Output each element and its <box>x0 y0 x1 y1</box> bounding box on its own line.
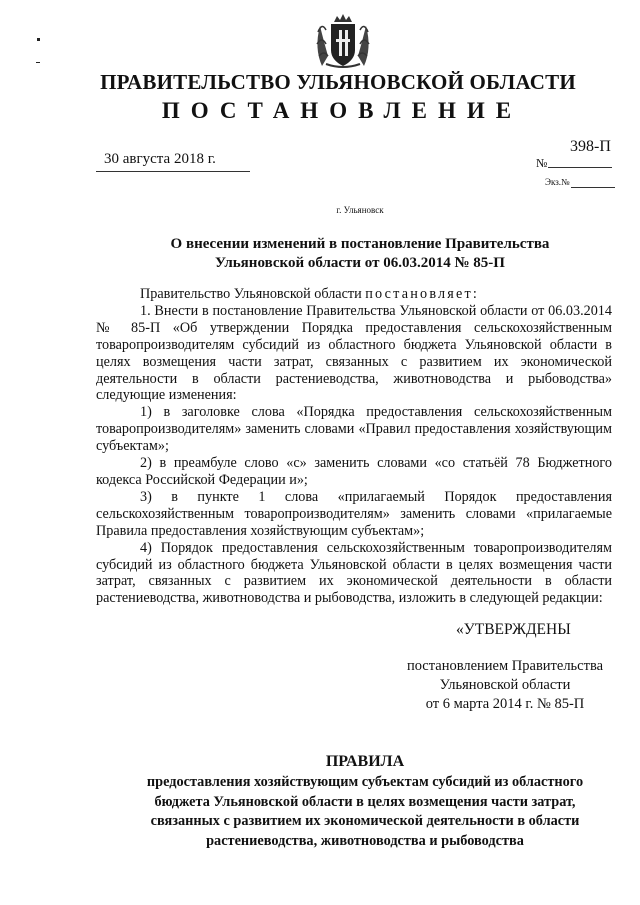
number-label: № <box>536 156 548 170</box>
paragraph-item-1: 1) в заголовке слова «Порядка предоставления сельскохозяйственным товаропроизводителям» заменить словами «Правил предоставления хозяйствующим субъектам»; <box>96 404 612 455</box>
rules-subtitle-line: связанных с развитием их экономической деятельности в области <box>150 813 580 830</box>
copy-number-label: Экз.№ <box>545 177 570 187</box>
document-title-line: О внесении изменений в постановление Правительства <box>170 236 550 252</box>
rules-subtitle-line: растениеводства, животноводства и рыбоводства <box>206 832 524 849</box>
approval-line: от 6 марта 2014 г. № 85-П <box>425 696 585 712</box>
coat-of-arms-icon <box>312 12 374 70</box>
rules-subtitle-line: бюджета Ульяновской области в целях возмещения части затрат, <box>154 793 576 810</box>
document-date: 30 августа 2018 г. <box>104 151 216 167</box>
approval-line: Ульяновской области <box>439 677 571 693</box>
paragraph-1: 1. Внести в постановление Правительства Ульяновской области от 06.03.2014 № 85-П «Об утверждении Порядка предоставления сельскохозяйственным товаропроизводителям субсидий из областного бюджета Ульяновской области в целях возмещения части затрат, связанных с развитием их экономической деятельности в области растениеводства, животноводства и рыбоводства» следующие изменения: <box>96 302 612 404</box>
approval-block <box>400 657 610 714</box>
approved-label: «УТВЕРЖДЕНЫ <box>456 621 571 638</box>
city: г. Ульяновск <box>336 205 384 215</box>
paragraph-item-2: 2) в преамбуле слово «с» заменить словами «со статьёй 78 Бюджетного кодекса Российской Федерации и»; <box>96 455 612 488</box>
scan-mark <box>36 62 40 63</box>
number-underline <box>548 167 612 168</box>
rules-subtitle-line: предоставления хозяйствующим субъектам субсидий из областного <box>146 774 584 790</box>
intro-paragraph <box>96 286 612 303</box>
intro-prefix: Правительство Ульяновской области <box>140 286 362 302</box>
government-name: ПРАВИТЕЛЬСТВО УЛЬЯНОВСКОЙ ОБЛАСТИ <box>100 70 576 94</box>
document-type: ПОСТАНОВЛЕНИЕ <box>161 98 523 123</box>
paragraph-item-4: 4) Порядок предоставления сельскохозяйственным товаропроизводителям субсидий из областного бюджета Ульяновской области в целях возмещения части затрат, связанных с развитием их экономической деятельности в области растениеводства, животноводства и рыбоводства, изложить в следующей редакции: <box>96 539 612 607</box>
scan-mark <box>37 38 40 41</box>
intro-verb: постановляет: <box>365 286 480 302</box>
rules-title: ПРАВИЛА <box>325 753 405 770</box>
document-title-line: Ульяновской области от 06.03.2014 № 85-П <box>215 255 505 271</box>
paragraph-item-3: 3) в пункте 1 слова «прилагаемый Порядок предоставления сельскохозяйственным товаропроизводителям» заменить словами «прилагаемые Правила предоставления хозяйствующим субъектам»; <box>96 488 612 539</box>
document-body <box>96 286 612 607</box>
rules-subtitle <box>130 773 600 851</box>
copy-number-underline <box>571 187 615 188</box>
document-title <box>150 235 570 273</box>
date-underline <box>96 171 250 172</box>
document-number: 398-П <box>570 138 611 155</box>
approval-line: постановлением Правительства <box>406 658 604 674</box>
